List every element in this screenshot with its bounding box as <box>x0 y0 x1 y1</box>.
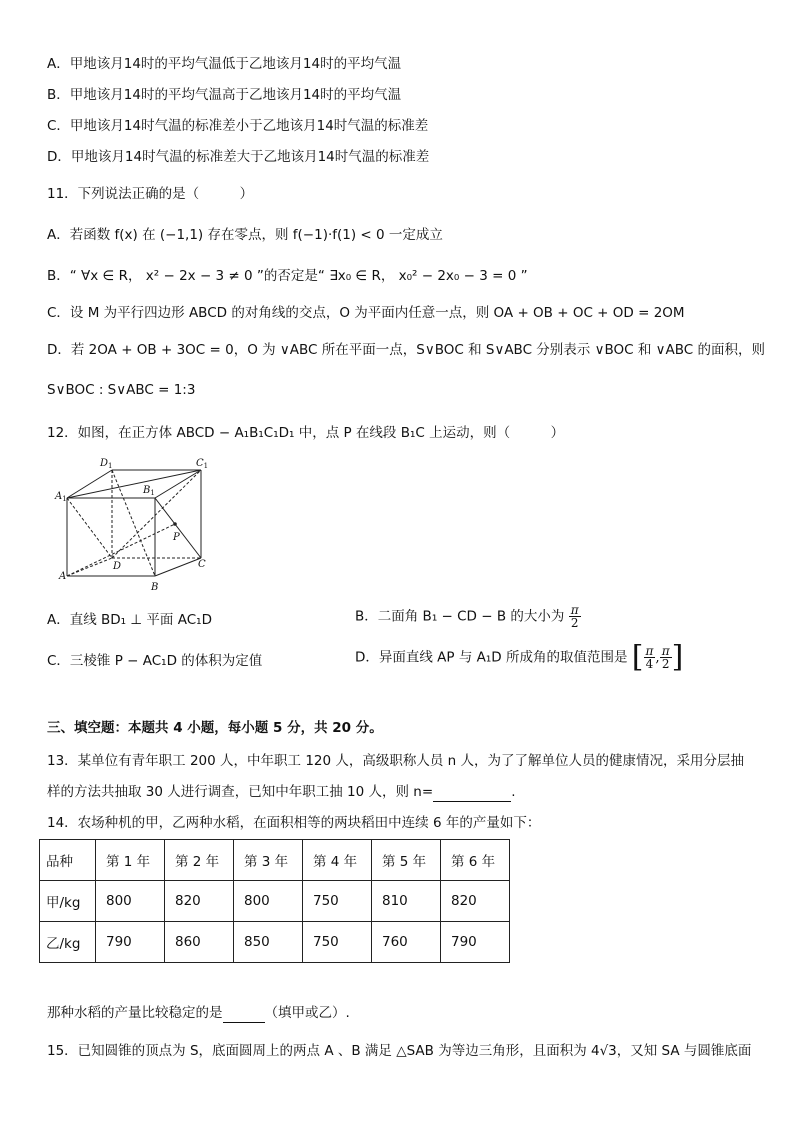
table-cell: 乙/kg <box>40 922 96 963</box>
edge-b1c1 <box>155 470 201 498</box>
q14-answer-blank[interactable] <box>223 1004 265 1023</box>
table-cell: 860 <box>165 922 234 963</box>
q13-line2-text: 样的方法共抽取 30 人进行调查，已知中年职工抽 10 人，则 n= <box>47 784 434 800</box>
label-b1: $B_1$ <box>143 485 155 497</box>
label-a1: $A_1$ <box>55 491 67 503</box>
table-cell: 760 <box>372 922 441 963</box>
q12-option-c: C．三棱锥 P − AC₁D 的体积为定值 <box>47 653 263 669</box>
q11-option-d-ratio: S∨BOC : S∨ABC = 1:3 <box>47 382 196 398</box>
cube-figure <box>53 455 223 595</box>
q11-option-c: C．设 M 为平行四边形 ABCD 的对角线的交点，O 为平面内任意一点，则 OA + OB + OC + OD = 2OM <box>47 305 685 321</box>
q13-line2 <box>47 783 515 802</box>
q12-option-b <box>355 604 581 629</box>
q13-answer-blank[interactable] <box>433 783 511 802</box>
fraction-pi-over-4: $\frac{\pi}{4}$ <box>645 644 654 671</box>
q11-option-b: B．“ ∀x ∈ R， x² − 2x − 3 ≠ 0 ”的否定是“ ∃x₀ ∈ R， x₀² − 2x₀ − 3 = 0 ” <box>47 268 528 284</box>
segment-b1c <box>155 498 201 558</box>
table-header-cell: 品种 <box>40 840 96 881</box>
table-cell: 790 <box>96 922 165 963</box>
q14-question-text: 那种水稻的产量比较稳定的是 <box>47 1005 223 1021</box>
table-header-cell: 第 1 年 <box>96 840 165 881</box>
fraction-pi-over-2-range: $\frac{\pi}{2}$ <box>661 644 670 671</box>
label-c: C <box>198 559 206 570</box>
q11-stem: 11．下列说法正确的是（ ） <box>47 186 254 202</box>
q14-question-end: （填甲或乙）. <box>264 1005 350 1021</box>
q11-option-d: D．若 2OA + OB + 3OC = 0，O 为 ∨ABC 所在平面一点，S∨BOC 和 S∨ABC 分别表示 ∨BOC 和 ∨ABC 的面积，则 <box>47 342 765 358</box>
q13-line2-end: . <box>511 784 516 800</box>
q13-line1: 13．某单位有青年职工 200 人，中年职工 120 人，高级职称人员 n 人，为了了解单位人员的健康情况，采用分层抽 <box>47 753 745 769</box>
table-header-cell: 第 6 年 <box>441 840 510 881</box>
yield-table <box>39 839 510 963</box>
q10-option-a: A．甲地该月14时的平均气温低于乙地该月14时的平均气温 <box>47 56 402 72</box>
table-header-cell: 第 3 年 <box>234 840 303 881</box>
diag-a1c1 <box>67 470 201 498</box>
point-p <box>173 522 177 526</box>
label-p: P <box>173 532 180 543</box>
table-cell: 820 <box>441 881 510 922</box>
table-cell: 800 <box>96 881 165 922</box>
label-d1: $D_1$ <box>100 458 113 470</box>
q12-option-b-text: B．二面角 B₁ − CD − B 的大小为 <box>355 608 565 625</box>
diag-a1d-hidden <box>67 498 112 558</box>
label-b: B <box>151 582 159 593</box>
table-cell: 820 <box>165 881 234 922</box>
q10-option-d: D．甲地该月14时气温的标准差大于乙地该月14时气温的标准差 <box>47 149 430 165</box>
label-c1: $C_1$ <box>196 458 209 470</box>
table-cell: 850 <box>234 922 303 963</box>
q12-option-d: D．异面直线 AP 与 A₁D 所成角的取值范围是 [ $\frac{\pi}{4}$ , $\frac{\pi}{2}$ ] <box>355 639 684 675</box>
q12-stem: 12．如图，在正方体 ABCD − A₁B₁C₁D₁ 中，点 P 在线段 B₁C 上运动，则（ ） <box>47 425 565 441</box>
q10-option-c: C．甲地该月14时气温的标准差小于乙地该月14时气温的标准差 <box>47 118 429 134</box>
table-header-cell: 第 4 年 <box>303 840 372 881</box>
table-header-cell: 第 5 年 <box>372 840 441 881</box>
table-cell: 甲/kg <box>40 881 96 922</box>
table-row <box>40 922 510 963</box>
table-cell: 750 <box>303 881 372 922</box>
q14-stem: 14．农场种机的甲，乙两种水稻，在面积相等的两块稻田中连续 6 年的产量如下： <box>47 815 541 831</box>
label-d: D <box>113 561 122 572</box>
table-header-row <box>40 840 510 881</box>
table-row <box>40 881 510 922</box>
section-3-title: 三、填空题：本题共 4 小题，每小题 5 分，共 20 分。 <box>47 720 383 736</box>
q10-option-b: B．甲地该月14时的平均气温高于乙地该月14时的平均气温 <box>47 87 402 103</box>
q15-line1: 15．已知圆锥的顶点为 S，底面圆周上的两点 A 、B 满足 △SAB 为等边三角形，且面积为 4√3，又知 SA 与圆锥底面 <box>47 1043 752 1059</box>
label-a: A <box>59 571 67 582</box>
q11-option-a: A．若函数 f(x) 在 (−1,1) 存在零点，则 f(−1)·f(1) < 0 一定成立 <box>47 227 443 243</box>
table-cell: 810 <box>372 881 441 922</box>
q12-option-a: A．直线 BD₁ ⊥ 平面 AC₁D <box>47 612 212 628</box>
q14-question <box>47 1004 350 1023</box>
diag-dc1-hidden <box>112 470 201 558</box>
fraction-pi-over-2: $\frac{\pi}{2}$ <box>570 603 579 630</box>
table-cell: 750 <box>303 922 372 963</box>
q12-option-d-text: D．异面直线 AP 与 A₁D 所成角的取值范围是 <box>355 649 628 666</box>
table-header-cell: 第 2 年 <box>165 840 234 881</box>
table-cell: 790 <box>441 922 510 963</box>
edge-bc <box>155 558 201 576</box>
table-cell: 800 <box>234 881 303 922</box>
